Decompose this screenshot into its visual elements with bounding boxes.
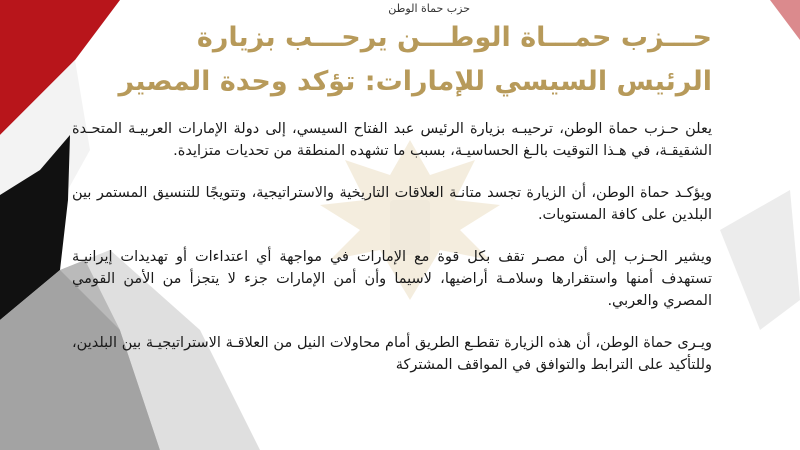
- statement-content: [72, 0, 712, 376]
- headline-line-1: حـــزب حمـــاة الوطـــن يرحـــب بزيارة: [196, 22, 712, 53]
- headline-line-2: الرئيس السيسي للإمارات: تؤكد وحدة المصير: [118, 66, 712, 97]
- paragraph-2: ويؤكـد حماة الوطن، أن الزيارة تجسد متانـة العلاقات التاريخية والاستراتيجية، وتتويجًا للتنسيق المستمر بين البلدين على كافة المستويات.: [72, 185, 712, 223]
- paragraph-3: ويشير الحـزب إلى أن مصـر تقف بكل قوة مع الإمارات في مواجهة أي اعتداءات أو تهديدات إيرانيـة تستهدف أمنها واستقرارها وسلامـة أراضيها، لاسيما وأن أمن الإمارات جزء لا يتجزأ من الأمن القومي المصري والعربي.: [72, 249, 712, 309]
- party-tag: حزب حماة الوطن: [388, 2, 470, 15]
- paragraph-4: ويـرى حماة الوطن، أن هذه الزيارة تقطـع الطريق أمام محاولات النيل من العلاقـة الاستراتيجيـة بين البلدين، وللتأكيد على الترابط والتوافق في المواقف المشتركة: [72, 335, 712, 373]
- flag-right-wave: [720, 190, 800, 330]
- flag-right-red: [770, 0, 800, 40]
- paragraph-1: يعلن حـزب حماة الوطن، ترحيبـه بزيارة الرئيس عبد الفتاح السيسي، إلى دولة الإمارات العربيـة المتحـدة الشقيقـة، في هـذا التوقيت بالـغ الحساسيـة، بسبب ما تشهده المنطقة من تحديات متزايدة.: [72, 121, 712, 159]
